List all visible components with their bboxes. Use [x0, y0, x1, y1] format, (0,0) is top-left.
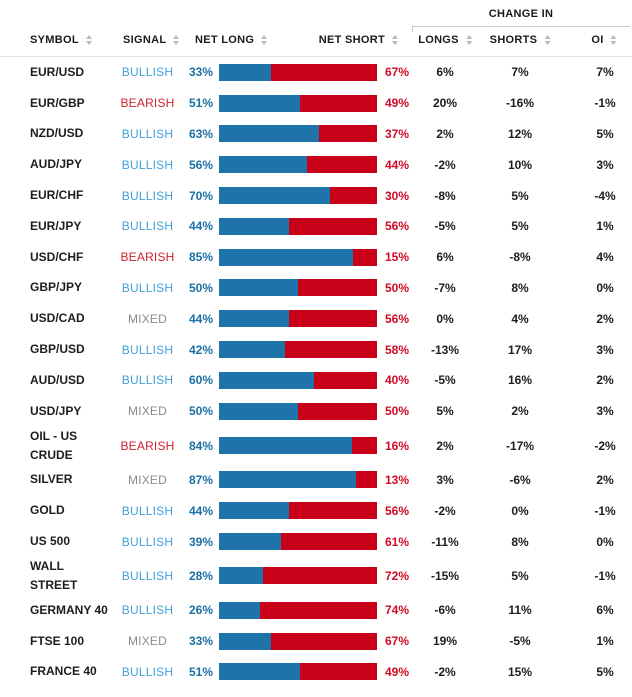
change-shorts-value: 17%: [507, 342, 533, 357]
change-oi-value: 0%: [596, 280, 614, 295]
net-long-value: 50%: [188, 404, 213, 419]
table-row: [0, 273, 632, 304]
short-bar-segment: [300, 663, 377, 680]
change-oi-value: 0%: [596, 534, 614, 549]
change-oi-value: -1%: [594, 503, 616, 518]
change-oi-value: 2%: [596, 472, 614, 487]
sentiment-bar: [219, 249, 377, 266]
net-short-value: 49%: [385, 664, 410, 679]
signal-label: BULLISH: [121, 664, 174, 679]
change-shorts-value: 11%: [508, 603, 532, 618]
change-longs-value: -7%: [434, 280, 456, 295]
symbol-cell: SILVER: [30, 472, 73, 487]
sentiment-bar: [219, 341, 377, 358]
change-longs-value: -5%: [434, 373, 456, 388]
net-long-value: 44%: [188, 503, 213, 518]
change-oi-value: 2%: [596, 311, 614, 326]
symbol-cell: AUD/USD: [30, 372, 85, 387]
net-short-value: 61%: [385, 534, 410, 549]
net-short-value: 30%: [385, 188, 410, 203]
column-header-net-long-label: NET LONG: [195, 34, 255, 46]
sentiment-bar-cell: [219, 533, 377, 550]
sentiment-bar-cell: [219, 279, 377, 296]
symbol-cell: USD/CHF: [30, 249, 84, 264]
long-bar-segment: [219, 403, 298, 420]
sentiment-bar: [219, 602, 377, 619]
sentiment-bar-cell: [219, 633, 377, 650]
change-oi-value: 6%: [596, 603, 614, 618]
change-shorts-value: 5%: [511, 568, 529, 583]
table-row: [0, 427, 632, 465]
sentiment-bar: [219, 218, 377, 235]
short-bar-segment: [289, 218, 377, 235]
change-shorts-value: -16%: [505, 96, 534, 111]
signal-label: BULLISH: [121, 157, 174, 172]
change-longs-value: -8%: [434, 188, 456, 203]
net-short-value: 16%: [385, 438, 410, 453]
symbol-cell: EUR/GBP: [30, 95, 85, 110]
signal-label: MIXED: [127, 472, 167, 487]
short-bar-segment: [289, 502, 377, 519]
long-bar-segment: [219, 64, 271, 81]
change-shorts-value: 10%: [507, 157, 533, 172]
long-bar-segment: [219, 663, 300, 680]
column-header-shorts-label: SHORTS: [489, 34, 538, 46]
net-short-value: 56%: [385, 219, 410, 234]
sentiment-bar: [219, 533, 377, 550]
net-short-value: 72%: [385, 568, 410, 583]
long-bar-segment: [219, 187, 330, 204]
short-bar-segment: [289, 310, 377, 327]
signal-label: MIXED: [127, 634, 167, 649]
table-row: [0, 626, 632, 657]
change-oi-value: 3%: [596, 157, 614, 172]
table-body: [0, 57, 632, 687]
sentiment-bar: [219, 502, 377, 519]
table-row: [0, 396, 632, 427]
table-row: [0, 334, 632, 365]
table-row: [0, 149, 632, 180]
net-long-value: 28%: [188, 568, 213, 583]
net-short-value: 49%: [385, 96, 410, 111]
change-longs-value: -6%: [434, 603, 456, 618]
short-bar-segment: [298, 403, 377, 420]
net-long-value: 33%: [188, 65, 213, 80]
sentiment-bar: [219, 437, 377, 454]
short-bar-segment: [260, 602, 377, 619]
net-short-value: 44%: [385, 157, 410, 172]
sort-arrows-icon: [86, 35, 92, 45]
symbol-cell: NZD/USD: [30, 126, 84, 141]
column-header-oi[interactable]: [591, 34, 616, 46]
sentiment-bar-cell: [219, 310, 377, 327]
change-longs-value: -15%: [430, 568, 459, 583]
signal-label: MIXED: [127, 404, 167, 419]
change-shorts-value: 15%: [507, 664, 533, 679]
change-shorts-value: 8%: [511, 280, 529, 295]
sentiment-bar-cell: [219, 341, 377, 358]
long-bar-segment: [219, 567, 263, 584]
table-row: [0, 88, 632, 119]
sentiment-bar: [219, 64, 377, 81]
sentiment-bar-cell: [219, 567, 377, 584]
symbol-cell: EUR/CHF: [30, 188, 84, 203]
change-oi-value: -4%: [594, 188, 616, 203]
net-long-value: 51%: [188, 96, 213, 111]
symbol-cell: USD/JPY: [30, 403, 82, 418]
short-bar-segment: [263, 567, 377, 584]
symbol-cell: EUR/USD: [30, 64, 85, 79]
sentiment-bar: [219, 471, 377, 488]
short-bar-segment: [281, 533, 377, 550]
short-bar-segment: [356, 471, 377, 488]
table-row: [0, 242, 632, 273]
net-short-value: 50%: [385, 280, 410, 295]
net-short-value: 40%: [385, 373, 410, 388]
net-long-value: 42%: [188, 342, 213, 357]
sort-arrows-icon: [611, 35, 617, 45]
change-longs-value: -5%: [434, 219, 456, 234]
long-bar-segment: [219, 502, 289, 519]
long-bar-segment: [219, 249, 353, 266]
table-row: [0, 495, 632, 526]
signal-label: BEARISH: [120, 250, 175, 265]
change-oi-value: 2%: [596, 373, 614, 388]
change-oi-value: 7%: [596, 65, 614, 80]
signal-label: MIXED: [127, 311, 167, 326]
change-shorts-value: -6%: [509, 472, 531, 487]
long-bar-segment: [219, 279, 298, 296]
change-oi-value: -1%: [594, 96, 616, 111]
table-row: [0, 365, 632, 396]
table-row: [0, 657, 632, 688]
table-row: [0, 211, 632, 242]
signal-label: BULLISH: [121, 503, 174, 518]
long-bar-segment: [219, 437, 352, 454]
net-long-value: 44%: [188, 219, 213, 234]
change-shorts-value: -8%: [509, 250, 531, 265]
change-oi-value: 3%: [596, 342, 614, 357]
net-short-value: 67%: [385, 634, 410, 649]
change-shorts-value: 0%: [511, 503, 529, 518]
change-longs-value: 2%: [436, 126, 454, 141]
table-row: [0, 57, 632, 88]
net-long-value: 56%: [188, 157, 213, 172]
change-shorts-value: 4%: [511, 311, 529, 326]
sort-arrows-icon: [392, 35, 398, 45]
change-longs-value: 0%: [436, 311, 454, 326]
change-longs-value: -13%: [430, 342, 459, 357]
net-short-value: 56%: [385, 311, 410, 326]
short-bar-segment: [353, 249, 377, 266]
sentiment-bar-cell: [219, 502, 377, 519]
net-long-value: 87%: [188, 472, 213, 487]
sentiment-bar: [219, 633, 377, 650]
change-longs-value: 6%: [436, 250, 454, 265]
symbol-cell: GBP/JPY: [30, 280, 83, 295]
symbol-cell: USD/CAD: [30, 311, 85, 326]
change-oi-value: -1%: [594, 568, 616, 583]
sentiment-bar: [219, 125, 377, 142]
short-bar-segment: [298, 279, 377, 296]
net-long-value: 84%: [188, 438, 213, 453]
table-row: [0, 303, 632, 334]
sentiment-bar: [219, 663, 377, 680]
sort-arrows-icon: [173, 35, 179, 45]
long-bar-segment: [219, 471, 356, 488]
sort-arrows-icon: [466, 35, 472, 45]
change-longs-value: -2%: [434, 157, 456, 172]
symbol-cell: FTSE 100: [30, 633, 85, 648]
symbol-cell: GOLD: [30, 503, 65, 518]
table-row: [0, 465, 632, 496]
column-header-symbol[interactable]: [30, 34, 92, 46]
net-short-value: 13%: [385, 472, 410, 487]
sentiment-bar-cell: [219, 156, 377, 173]
change-shorts-value: 8%: [511, 534, 529, 549]
change-oi-value: 4%: [596, 250, 614, 265]
sentiment-bar: [219, 372, 377, 389]
change-longs-value: 19%: [432, 634, 458, 649]
change-shorts-value: -5%: [509, 634, 531, 649]
sentiment-bar-cell: [219, 437, 377, 454]
symbol-cell: AUD/JPY: [30, 157, 83, 172]
net-long-value: 44%: [188, 311, 213, 326]
net-long-value: 33%: [188, 634, 213, 649]
signal-label: BULLISH: [121, 219, 174, 234]
change-shorts-value: -17%: [505, 438, 534, 453]
sentiment-bar-cell: [219, 403, 377, 420]
change-shorts-value: 2%: [511, 404, 529, 419]
net-long-value: 26%: [188, 603, 213, 618]
symbol-cell: FRANCE 40: [30, 664, 97, 679]
change-shorts-value: 5%: [511, 219, 529, 234]
long-bar-segment: [219, 633, 271, 650]
sentiment-bar: [219, 279, 377, 296]
change-longs-value: 20%: [432, 96, 458, 111]
signal-label: BULLISH: [121, 342, 174, 357]
change-in-group-label: CHANGE IN: [488, 8, 554, 20]
signal-label: BULLISH: [121, 188, 174, 203]
net-long-value: 39%: [188, 534, 213, 549]
sentiment-bar: [219, 95, 377, 112]
change-in-bracket: [412, 26, 630, 32]
table-row: [0, 119, 632, 150]
net-long-value: 51%: [188, 664, 213, 679]
change-longs-value: 2%: [436, 438, 454, 453]
signal-label: BULLISH: [121, 603, 174, 618]
signal-label: BULLISH: [121, 373, 174, 388]
change-oi-value: 1%: [596, 219, 614, 234]
net-long-value: 50%: [188, 280, 213, 295]
net-long-value: 85%: [188, 250, 213, 265]
sentiment-bar: [219, 187, 377, 204]
sort-arrows-icon: [261, 35, 267, 45]
symbol-cell: OIL - US CRUDE: [30, 428, 78, 462]
short-bar-segment: [314, 372, 377, 389]
long-bar-segment: [219, 125, 319, 142]
sort-arrows-icon: [544, 35, 550, 45]
sentiment-bar: [219, 567, 377, 584]
table-header: [0, 0, 632, 57]
signal-label: BULLISH: [121, 65, 174, 80]
table-row: [0, 595, 632, 626]
long-bar-segment: [219, 95, 300, 112]
net-long-value: 63%: [188, 126, 213, 141]
signal-label: BEARISH: [120, 96, 175, 111]
column-header-longs-label: LONGS: [418, 34, 459, 46]
change-longs-value: 3%: [436, 472, 454, 487]
net-short-value: 15%: [385, 250, 410, 265]
sentiment-bar-cell: [219, 471, 377, 488]
change-longs-value: -2%: [434, 664, 456, 679]
change-shorts-value: 16%: [507, 373, 533, 388]
column-header-oi-label: OI: [591, 34, 604, 46]
table-row: [0, 557, 632, 595]
symbol-cell: EUR/JPY: [30, 218, 82, 233]
net-short-value: 58%: [385, 342, 410, 357]
net-long-value: 70%: [188, 188, 213, 203]
short-bar-segment: [271, 64, 377, 81]
sentiment-bar: [219, 403, 377, 420]
net-short-value: 50%: [385, 404, 410, 419]
long-bar-segment: [219, 310, 289, 327]
sentiment-bar-cell: [219, 125, 377, 142]
change-shorts-value: 7%: [511, 65, 529, 80]
change-longs-value: 5%: [436, 404, 454, 419]
column-header-longs[interactable]: [418, 34, 472, 46]
long-bar-segment: [219, 372, 314, 389]
signal-label: BULLISH: [121, 534, 174, 549]
sentiment-bar-cell: [219, 663, 377, 680]
table-row: [0, 526, 632, 557]
sentiment-bar-cell: [219, 95, 377, 112]
long-bar-segment: [219, 341, 285, 358]
long-bar-segment: [219, 533, 281, 550]
column-header-net-long[interactable]: [195, 34, 267, 46]
symbol-cell: WALL STREET: [30, 558, 78, 592]
net-short-value: 37%: [385, 126, 410, 141]
long-bar-segment: [219, 602, 260, 619]
net-short-value: 56%: [385, 503, 410, 518]
sentiment-bar-cell: [219, 602, 377, 619]
signal-label: BEARISH: [120, 438, 175, 453]
sentiment-bar-cell: [219, 218, 377, 235]
sentiment-bar: [219, 156, 377, 173]
sentiment-bar-cell: [219, 249, 377, 266]
change-oi-value: -2%: [594, 438, 616, 453]
short-bar-segment: [307, 156, 377, 173]
column-header-shorts[interactable]: [490, 34, 551, 46]
column-header-symbol-label: SYMBOL: [30, 34, 79, 46]
long-bar-segment: [219, 156, 307, 173]
sentiment-bar-cell: [219, 372, 377, 389]
short-bar-segment: [352, 437, 377, 454]
short-bar-segment: [271, 633, 377, 650]
sentiment-bar: [219, 310, 377, 327]
short-bar-segment: [330, 187, 377, 204]
net-short-value: 67%: [385, 65, 410, 80]
signal-label: BULLISH: [121, 280, 174, 295]
column-header-net-short[interactable]: [319, 34, 398, 46]
long-bar-segment: [219, 218, 289, 235]
net-long-value: 60%: [188, 373, 213, 388]
change-oi-value: 5%: [596, 664, 614, 679]
change-longs-value: 6%: [436, 65, 454, 80]
change-oi-value: 5%: [596, 126, 614, 141]
sentiment-bar-cell: [219, 64, 377, 81]
change-oi-value: 1%: [596, 634, 614, 649]
symbol-cell: GERMANY 40: [30, 602, 108, 617]
change-oi-value: 3%: [596, 404, 614, 419]
column-header-net-short-label: NET SHORT: [318, 34, 385, 46]
short-bar-segment: [300, 95, 377, 112]
change-longs-value: -11%: [431, 534, 459, 549]
symbol-cell: GBP/USD: [30, 342, 85, 357]
signal-label: BULLISH: [121, 568, 174, 583]
column-header-signal[interactable]: [123, 34, 179, 46]
short-bar-segment: [285, 341, 377, 358]
change-shorts-value: 12%: [507, 126, 533, 141]
symbol-cell: US 500: [30, 534, 71, 549]
net-short-value: 74%: [385, 603, 410, 618]
short-bar-segment: [319, 125, 377, 142]
change-longs-value: -2%: [434, 503, 456, 518]
change-shorts-value: 5%: [511, 188, 529, 203]
signal-label: BULLISH: [121, 126, 174, 141]
table-row: [0, 180, 632, 211]
sentiment-bar-cell: [219, 187, 377, 204]
column-header-signal-label: SIGNAL: [123, 34, 167, 46]
